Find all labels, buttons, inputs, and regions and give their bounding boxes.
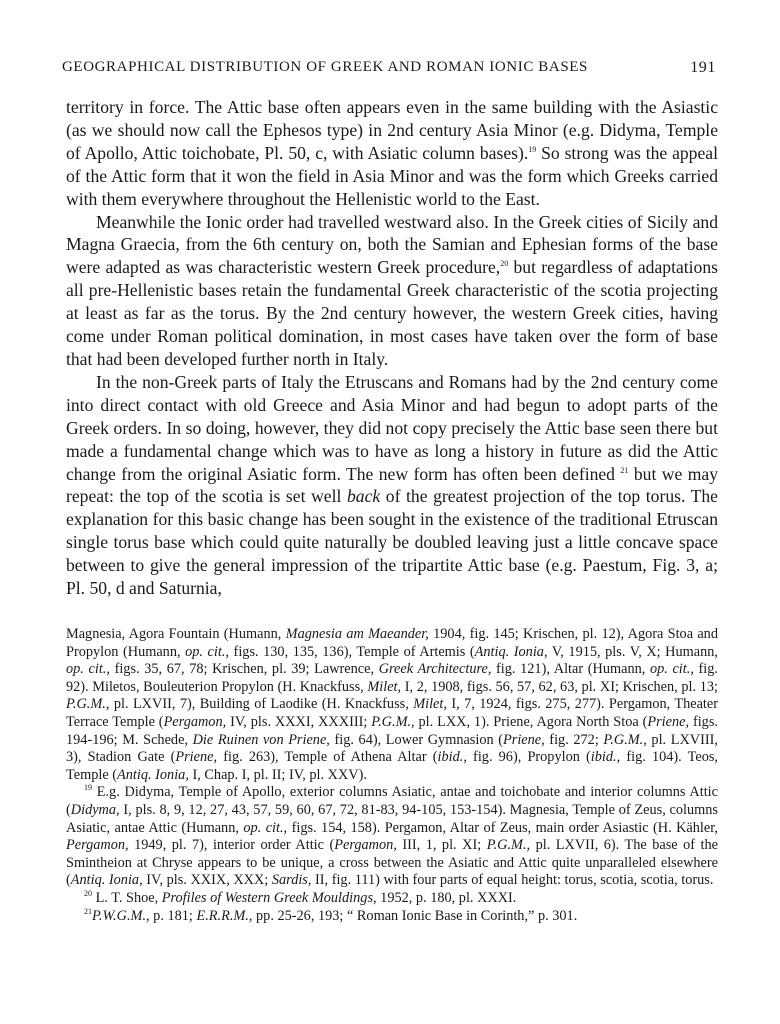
- footnote-number-21: 21: [84, 906, 92, 916]
- fn-italic: Profiles of Western Greek Mouldings,: [161, 889, 377, 906]
- fn-text: 1949, pl. 7), interior order Attic (: [128, 837, 335, 854]
- fn-italic: Antiq. Ionia,: [474, 643, 548, 660]
- paragraph-3-text-end: of the greatest projection of the top torus. The explanation for this basic change has been sought in the existence of the traditional Etruscan single torus base which could quite naturally be doubled leaving just a little concave space between to give the general impression of the tripartite Attic base (e.g. Paestum, Fig. 3, a; Pl. 50, d and Saturnia,: [66, 486, 718, 599]
- paragraph-1-text: territory in force. The Attic base often appears even in the same building with the Asiastic (as we should now call the Ephesos type) in 2nd century Asia Minor (e.g. Didyma, Temple of Apollo, Attic toichobate, Pl. 50, c, with Asiatic column bases).: [66, 97, 718, 163]
- paragraph-1-text-cont: So strong was the appeal of the Attic form that it won the field in Asia Minor and was the form which Greeks carried with them everywhere throughout the Hellenistic world to the East.: [66, 142, 718, 209]
- footnote-19: [66, 784, 718, 890]
- fn-text: p. 181;: [149, 907, 197, 924]
- running-title: GEOGRAPHICAL DISTRIBUTION OF GREEK AND ROMAN IONIC BASES: [62, 59, 588, 75]
- fn-text: 1904, fig. 145; Krischen, pl. 12), Agora Stoa and Propylon (Humann,: [66, 626, 718, 660]
- footnote-ref-19: 19: [528, 144, 537, 154]
- paragraph-2-text-cont: but regardless of adaptations all pre-Hellenistic bases retain the fundamental Greek characteristic of the scotia projecting at least as far as the torus. By the 2nd century however, the western Greek cities, having come under Roman political domination, in most cases have taken over the form of base that had been developed further north in Italy.: [66, 257, 718, 369]
- fn-italic: Pergamon,: [66, 837, 129, 854]
- fn-italic: Pergamon,: [163, 713, 227, 730]
- main-text: [66, 96, 718, 600]
- fn-italic: Greek Architecture,: [378, 661, 492, 678]
- fn-text: I, Chap. I, pl. II; IV, pl. XXV).: [188, 766, 367, 783]
- footnote-20: [66, 890, 718, 908]
- fn-text: fig. 96), Propylon (: [466, 749, 591, 766]
- footnote-ref-20: 20: [500, 259, 509, 269]
- fn-text: fig. 64), Lower Gymnasion (: [329, 731, 504, 748]
- fn-italic: P.G.M.,: [603, 731, 647, 748]
- fn-italic: Priene,: [503, 731, 545, 748]
- fn-text: pp. 25-26, 193; “ Roman Ionic Base in Corinth,” p. 301.: [252, 907, 578, 924]
- fn-italic: op. cit.,: [185, 643, 229, 660]
- fn-text: I, 7, 1924, figs. 275, 277). Pergamon, Theater Terrace Temple (: [66, 696, 718, 730]
- fn-text: fig. 121), Altar (Humann,: [491, 661, 650, 678]
- fn-italic: Milet,: [367, 678, 402, 695]
- fn-italic: Didyma,: [70, 801, 120, 818]
- fn-italic: Priene,: [175, 749, 218, 766]
- fn-text: III, 1, pl. XI;: [396, 837, 487, 854]
- fn-italic: Priene,: [647, 713, 690, 730]
- footnote-continued: [66, 626, 718, 784]
- paragraph-3-text: In the non-Greek parts of Italy the Etruscans and Romans had by the 2nd century come into direct contact with old Greece and Asia Minor and had begun to adopt parts of the Greek orders. In so doing, however, they did not copy precisely the Attic base seen there but made a fundamental change which was to have as long a history in future as did the Attic change from the original Asiatic form. The new form has often been defined: [66, 371, 718, 484]
- emphasis-back: back: [346, 486, 381, 507]
- fn-text: fig. 263), Temple of Athena Altar (: [217, 749, 438, 766]
- running-header: [62, 59, 716, 83]
- fn-italic: Antiq. Ionia,: [117, 766, 189, 783]
- fn-italic: ibid.,: [437, 749, 467, 766]
- fn-text: IV, pls. XXIX, XXX;: [142, 872, 272, 889]
- fn-italic: op. cit.,: [243, 819, 288, 836]
- footnotes: [66, 626, 718, 925]
- fn-italic: P.G.M.,: [371, 713, 415, 730]
- paragraph-3-text-cont: but we may repeat: the top of the scotia is set well: [66, 463, 719, 507]
- footnote-ref-21: 21: [620, 465, 629, 475]
- footnote-number-20: 20: [84, 889, 92, 899]
- fn-text: IV, pls. XXXI, XXXIII;: [226, 713, 372, 730]
- fn-text: figs. 130, 135, 136), Temple of Artemis (: [229, 643, 475, 660]
- fn-text: fig. 272;: [544, 731, 604, 748]
- fn-text: figs. 194-196; M. Schede,: [66, 713, 718, 748]
- fn-italic: P.W.G.M.,: [92, 907, 150, 924]
- paragraph-2: [66, 211, 718, 371]
- fn-italic: E.R.R.M.,: [196, 907, 253, 924]
- paragraph-3: [66, 371, 718, 600]
- fn-text: fig. 92). Miletos, Bouleuterion Propylon (H. Knackfuss,: [66, 661, 718, 695]
- fn-text: pl. LXX, 1). Priene, Agora North Stoa (: [414, 713, 648, 730]
- fn-text: I, 2, 1908, figs. 56, 57, 62, 63, pl. XI; Krischen, pl. 13;: [401, 678, 718, 695]
- fn-text: pl. LXVII, 6). The base of the Smintheion at Chryse appears to be unique, a cross between the Asiatic and Attic quite unparalleled elsewhere (: [66, 837, 718, 889]
- fn-italic: op. cit.,: [66, 661, 110, 678]
- fn-text: 1952, p. 180, pl. XXXI.: [376, 889, 517, 906]
- fn-text: figs. 35, 67, 78; Krischen, pl. 39; Lawrence,: [109, 661, 379, 678]
- fn-text: pl. LXVII, 7), Building of Laodike (H. Knackfuss,: [109, 696, 414, 713]
- fn-italic: Magnesia am Maeander,: [285, 626, 429, 642]
- fn-italic: P.G.M.,: [486, 837, 531, 854]
- fn-italic: Sardis,: [271, 872, 312, 889]
- fn-italic: Milet,: [413, 696, 447, 713]
- fn-text: fig. 104). Teos, Temple (: [66, 749, 718, 783]
- paragraph-1: [66, 96, 718, 211]
- fn-italic: ibid.,: [590, 749, 621, 766]
- fn-italic: Die Ruinen von Priene,: [192, 731, 330, 748]
- fn-text: I, pls. 8, 9, 12, 27, 43, 57, 59, 60, 67, 72, 81-83, 94-105, 153-154). Magnesia, Temple of Zeus, columns Asiatic, antae Attic (Humann,: [66, 801, 718, 836]
- fn-text: pl. LXVIII, 3), Stadion Gate (: [66, 731, 718, 766]
- footnote-number-19: 19: [84, 783, 92, 793]
- fn-italic: op. cit.,: [649, 661, 694, 678]
- fn-italic: Antiq. Ionia,: [70, 872, 143, 889]
- footnote-21: [66, 908, 718, 926]
- fn-text: L. T. Shoe,: [92, 889, 162, 906]
- page-number: 191: [690, 59, 716, 76]
- fn-text: Magnesia, Agora Fountain (Humann,: [66, 626, 286, 642]
- fn-text: V, 1915, pls. V, X; Humann,: [547, 643, 718, 660]
- fn-italic: P.G.M.,: [66, 696, 110, 713]
- fn-text: figs. 154, 158). Pergamon, Altar of Zeus, main order Asiastic (H. Kähler,: [287, 819, 718, 836]
- paragraph-2-text: Meanwhile the Ionic order had travelled westward also. In the Greek cities of Sicily and Magna Graecia, from the 6th century on, both the Samian and Ephesian forms of the base were adapted as was characteristic western Greek procedure,: [66, 211, 718, 278]
- fn-text: II, fig. 111) with four parts of equal height: torus, scotia, scotia, torus.: [311, 872, 714, 889]
- fn-text: E.g. Didyma, Temple of Apollo, exterior columns Asiatic, antae and toichobate and interior columns Attic (: [66, 784, 718, 818]
- fn-italic: Pergamon,: [334, 837, 397, 854]
